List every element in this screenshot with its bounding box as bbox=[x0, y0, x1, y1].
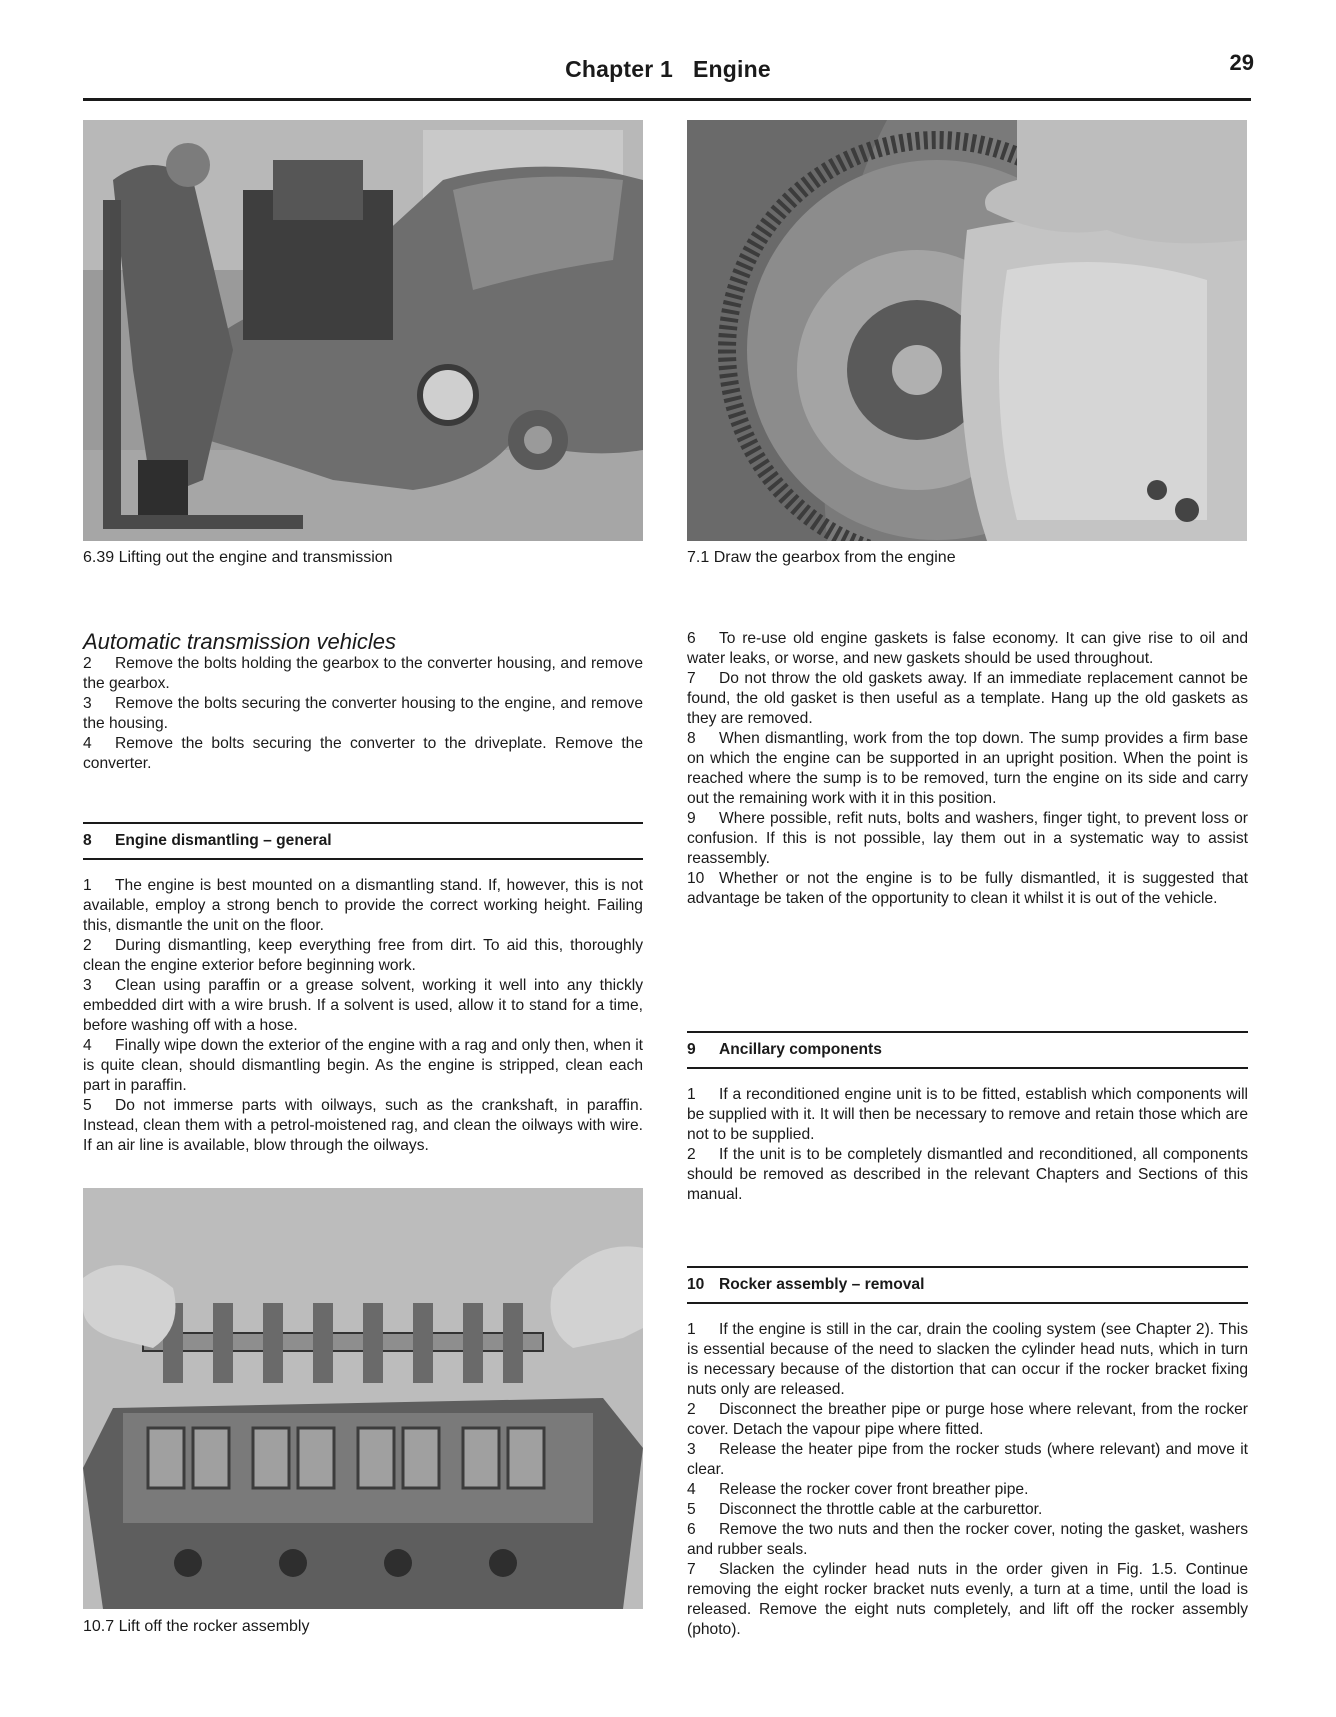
section-title: Rocker assembly – removal bbox=[719, 1276, 925, 1293]
step-text: To re-use old engine gaskets is false economy. It can give rise to oil and water leaks, or worse, and new gaskets should be used throughout. bbox=[687, 630, 1248, 667]
paragraph bbox=[83, 976, 643, 1036]
paragraph bbox=[687, 669, 1248, 729]
photo-rocker-assembly bbox=[83, 1188, 643, 1609]
step-number: 6 bbox=[687, 630, 696, 647]
chapter-title: Engine bbox=[693, 56, 771, 82]
paragraph bbox=[83, 654, 643, 694]
step-number: 1 bbox=[687, 1321, 696, 1338]
section-heading-9 bbox=[687, 1031, 1248, 1069]
step-text: During dismantling, keep everything free from dirt. To aid this, thoroughly clean the engine exterior before beginning work. bbox=[83, 937, 643, 974]
step-number: 10 bbox=[687, 870, 705, 887]
photo-gearbox-draw bbox=[687, 120, 1247, 541]
paragraph bbox=[83, 936, 643, 976]
paragraph bbox=[83, 734, 643, 774]
paragraph bbox=[687, 1400, 1248, 1440]
step-text: The engine is best mounted on a dismantling stand. If, however, this is not available, employ a strong bench to provide the correct working height. Failing this, dismantle the unit on the floor. bbox=[83, 877, 643, 934]
step-number: 4 bbox=[687, 1481, 696, 1498]
step-text: Slacken the cylinder head nuts in the order given in Fig. 1.5. Continue removing the eight rocker bracket nuts evenly, a turn at a time, until the load is released. Remove the eight nuts completely, and lift off the rocker assembly (photo). bbox=[687, 1561, 1248, 1638]
paragraph bbox=[687, 1320, 1248, 1400]
section-title: Ancillary components bbox=[719, 1041, 882, 1058]
step-text: Clean using paraffin or a grease solvent, working it well into any thickly embedded dirt with a wire brush. If a solvent is used, allow it to stand for a time, before washing off with a hose. bbox=[83, 977, 643, 1034]
section-number: 9 bbox=[687, 1041, 696, 1058]
step-text: Disconnect the throttle cable at the carburettor. bbox=[719, 1501, 1043, 1518]
step-number: 2 bbox=[687, 1146, 696, 1163]
paragraph bbox=[687, 1440, 1248, 1480]
step-number: 3 bbox=[83, 695, 92, 712]
chapter-label: Chapter 1 bbox=[565, 56, 673, 82]
paragraph bbox=[687, 1560, 1248, 1640]
step-number: 2 bbox=[83, 937, 92, 954]
step-text: Where possible, refit nuts, bolts and washers, finger tight, to prevent loss or confusion. If this is not possible, lay them out in a systematic way to assist reassembly. bbox=[687, 810, 1248, 867]
step-text: If the engine is still in the car, drain the cooling system (see Chapter 2). This is essential because of the need to slacken the cylinder head nuts, which in turn is necessary because of the distortion that can occur if the rocker bracket fixing nuts only are released. bbox=[687, 1321, 1248, 1398]
step-text: Remove the bolts securing the converter to the driveplate. Remove the converter. bbox=[83, 735, 643, 772]
step-number: 2 bbox=[687, 1401, 696, 1418]
step-number: 6 bbox=[687, 1521, 696, 1538]
header-rule bbox=[83, 98, 1251, 101]
paragraph bbox=[687, 1085, 1248, 1145]
caption-fig-10-7: 10.7 Lift off the rocker assembly bbox=[83, 1618, 310, 1635]
paragraph bbox=[687, 1145, 1248, 1205]
step-number: 7 bbox=[687, 670, 696, 687]
section-heading-8 bbox=[83, 822, 643, 860]
step-number: 5 bbox=[687, 1501, 696, 1518]
step-number: 2 bbox=[83, 655, 92, 672]
section-8-steps-continued bbox=[687, 629, 1248, 909]
photo-engine-lift bbox=[83, 120, 643, 541]
section-number: 10 bbox=[687, 1276, 705, 1293]
step-text: If a reconditioned engine unit is to be fitted, establish which components will be supplied with it. It will then be necessary to remove and retain those which are not to be supplied. bbox=[687, 1086, 1248, 1143]
photo-gearbox-draw-image bbox=[687, 120, 1247, 541]
section-number: 8 bbox=[83, 832, 92, 849]
step-text: Remove the bolts holding the gearbox to the converter housing, and remove the gearbox. bbox=[83, 655, 643, 692]
paragraph bbox=[687, 729, 1248, 809]
step-number: 4 bbox=[83, 1037, 92, 1054]
caption-fig-6-39: 6.39 Lifting out the engine and transmission bbox=[83, 549, 393, 566]
paragraph bbox=[83, 1096, 643, 1156]
section-heading-10 bbox=[687, 1266, 1248, 1304]
paragraph bbox=[687, 1500, 1248, 1520]
step-text: Do not immerse parts with oilways, such as the crankshaft, in paraffin. Instead, clean them with a petrol-moistened rag, and clean the oilways with wire. If an air line is available, blow through the oilways. bbox=[83, 1097, 643, 1154]
step-text: Do not throw the old gaskets away. If an immediate replacement cannot be found, the old gasket is then useful as a template. Hang up the old gaskets as they are removed. bbox=[687, 670, 1248, 727]
step-text: Finally wipe down the exterior of the engine with a rag and only then, when it is quite clean, should dismantling begin. As the engine is stripped, clean each part in paraffin. bbox=[83, 1037, 643, 1094]
step-text: When dismantling, work from the top down. The sump provides a firm base on which the engine can be supported in an upright position. When the point is reached where the sump is to be removed, turn the engine on its side and carry out the remaining work with it in this position. bbox=[687, 730, 1248, 807]
paragraph bbox=[687, 809, 1248, 869]
photo-engine-lift-image bbox=[83, 120, 643, 541]
step-text: Whether or not the engine is to be fully dismantled, it is suggested that advantage be taken of the opportunity to clean it whilst it is out of the vehicle. bbox=[687, 870, 1248, 907]
paragraph bbox=[687, 1520, 1248, 1560]
page-number: 29 bbox=[1229, 50, 1254, 75]
step-number: 5 bbox=[83, 1097, 92, 1114]
paragraph bbox=[687, 1480, 1248, 1500]
subheading-automatic-transmission: Automatic transmission vehicles bbox=[83, 629, 397, 654]
step-number: 9 bbox=[687, 810, 696, 827]
step-text: If the unit is to be completely dismantled and reconditioned, all components should be removed as described in the relevant Chapters and Sections of this manual. bbox=[687, 1146, 1248, 1203]
caption-fig-7-1: 7.1 Draw the gearbox from the engine bbox=[687, 549, 956, 566]
step-number: 4 bbox=[83, 735, 92, 752]
step-number: 1 bbox=[83, 877, 92, 894]
step-text: Remove the bolts securing the converter housing to the engine, and remove the housing. bbox=[83, 695, 643, 732]
step-number: 3 bbox=[687, 1441, 696, 1458]
photo-rocker-assembly-image bbox=[83, 1188, 643, 1609]
section-8-steps bbox=[83, 876, 643, 1156]
section-10-steps bbox=[687, 1320, 1248, 1640]
section-9-steps bbox=[687, 1085, 1248, 1205]
step-number: 1 bbox=[687, 1086, 696, 1103]
paragraph bbox=[83, 876, 643, 936]
step-text: Disconnect the breather pipe or purge hose where relevant, from the rocker cover. Detach the vapour pipe where fitted. bbox=[687, 1401, 1248, 1438]
paragraph bbox=[687, 629, 1248, 669]
step-text: Remove the two nuts and then the rocker cover, noting the gasket, washers and rubber seals. bbox=[687, 1521, 1248, 1558]
running-header bbox=[0, 56, 1336, 83]
step-number: 8 bbox=[687, 730, 696, 747]
paragraph bbox=[83, 694, 643, 734]
step-number: 7 bbox=[687, 1561, 696, 1578]
step-number: 3 bbox=[83, 977, 92, 994]
auto-transmission-steps bbox=[83, 654, 643, 774]
step-text: Release the rocker cover front breather pipe. bbox=[719, 1481, 1029, 1498]
paragraph bbox=[83, 1036, 643, 1096]
section-title: Engine dismantling – general bbox=[115, 832, 332, 849]
paragraph bbox=[687, 869, 1248, 909]
step-text: Release the heater pipe from the rocker studs (where relevant) and move it clear. bbox=[687, 1441, 1248, 1478]
